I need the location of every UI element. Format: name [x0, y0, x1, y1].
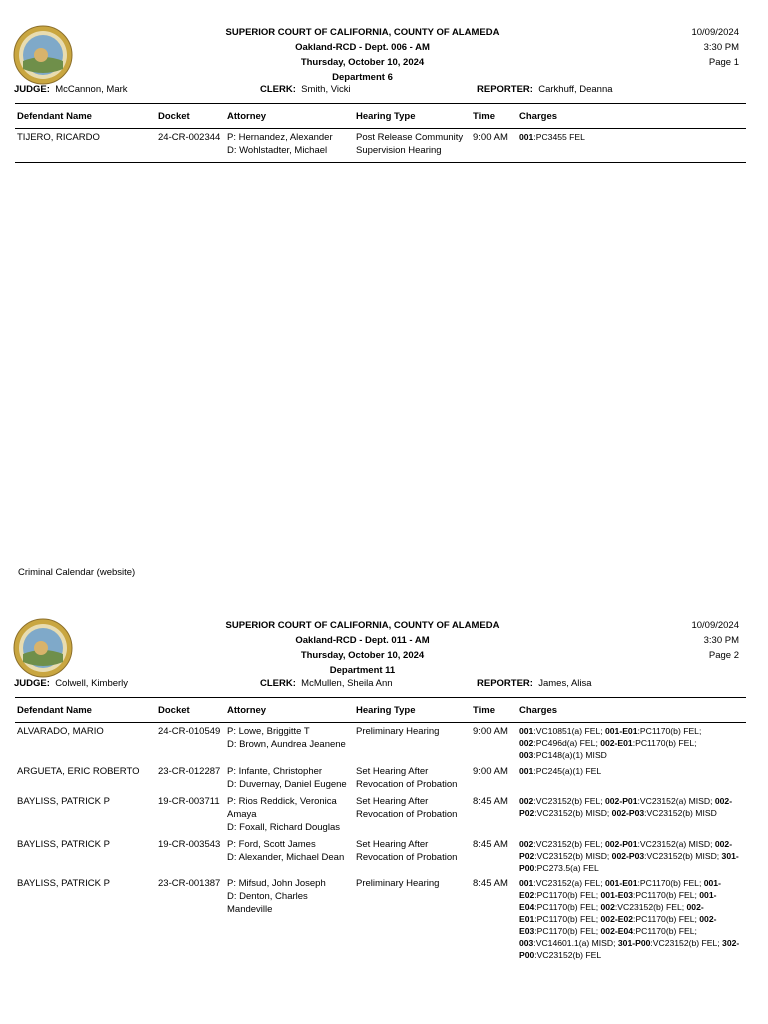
charge-count: 001-E04 [519, 890, 717, 912]
attorney [227, 725, 346, 751]
prosecutor: P: Ford, Scott James [227, 839, 316, 850]
charges [519, 877, 745, 961]
hearing-type-line: Set Hearing After [356, 796, 429, 807]
charge-count: 001-E01 [605, 878, 638, 888]
charge-code: :PC1170(b) FEL; [632, 738, 697, 748]
prosecutor: P: Rios Reddick, Veronica [227, 796, 337, 807]
charge-count: 001-E02 [519, 878, 721, 900]
prosecutor-continued: Amaya [227, 809, 257, 820]
charge-count: 003 [519, 938, 534, 948]
judge-value: Colwell, Kimberly [55, 678, 129, 689]
defense-attorney: D: Denton, Charles [227, 891, 308, 902]
charge-code: :VC10851(a) FEL; [533, 726, 605, 736]
charge-count: 001 [519, 726, 534, 736]
charge-count: 002-P01 [605, 796, 638, 806]
charge-count: 002-P03 [611, 808, 645, 818]
page-number: Page 2 [708, 650, 739, 661]
defense-attorney: D: Alexander, Michael Dean [227, 852, 345, 863]
print-date: 10/09/2024 [691, 27, 739, 38]
defendant-name: BAYLISS, PATRICK P [17, 878, 110, 889]
charge-code: :VC14601.1(a) MISD; [533, 938, 618, 948]
charge-code: :PC1170(b) FEL; [633, 890, 700, 900]
charge-code: :VC23152(b) MISD; [644, 851, 722, 861]
header-rule-bottom [15, 722, 746, 723]
charge-count: 002 [519, 839, 534, 849]
prosecutor: P: Lowe, Briggitte T [227, 726, 310, 737]
attorney [227, 131, 333, 157]
hearing-type-line: Set Hearing After [356, 839, 429, 850]
header-rule-top [15, 103, 746, 104]
hearing-time: 9:00 AM [473, 726, 508, 737]
court-seal-icon [13, 25, 73, 85]
charges [519, 131, 745, 143]
hearing-type [356, 765, 457, 791]
department-name: Department 6 [332, 72, 393, 83]
prosecutor: P: Hernandez, Alexander [227, 132, 333, 143]
col-header-time: Time [473, 111, 496, 122]
hearing-time: 8:45 AM [473, 796, 508, 807]
defendant-name: BAYLISS, PATRICK P [17, 839, 110, 850]
charge-code: :VC23152(b) MISD; [534, 808, 612, 818]
charge-code: :PC1170(b) FEL; [633, 926, 697, 936]
page-header [200, 618, 525, 678]
charge-code: :PC1170(b) FEL; [534, 914, 601, 924]
print-time: 3:30 PM [703, 42, 739, 53]
charge-count: 002-P01 [605, 839, 638, 849]
charges [519, 765, 745, 777]
defendant-name: ALVARADO, MARIO [17, 726, 104, 737]
calendar-date: Thursday, October 10, 2024 [300, 57, 425, 68]
hearing-type-line: Revocation of Probation [356, 809, 458, 820]
col-header-docket: Docket [158, 111, 190, 122]
charge-code: :PC1170(b) FEL; [633, 914, 700, 924]
docket-number: 23-CR-001387 [158, 878, 221, 889]
judge [14, 84, 128, 95]
clerk-value: Smith, Vicki [301, 84, 351, 95]
col-header-attorney: Attorney [227, 705, 267, 716]
charge-code: :VC23152(a) FEL; [533, 878, 605, 888]
hearing-type-line: Preliminary Hearing [356, 878, 440, 889]
col-header-name: Defendant Name [17, 111, 92, 122]
hearing-type-line: Revocation of Probation [356, 779, 458, 790]
col-header-charges: Charges [519, 705, 558, 716]
charge-count: 301-P00 [617, 938, 651, 948]
defense-attorney: D: Brown, Aundrea Jeanene [227, 739, 346, 750]
judge-label: JUDGE: [14, 678, 50, 689]
charge-count: 002-P03 [611, 851, 645, 861]
attorney [227, 838, 344, 864]
charge-code: :VC23152(b) FEL; [533, 796, 605, 806]
hearing-type [356, 838, 457, 864]
reporter-value: Carkhuff, Deanna [538, 84, 613, 95]
charge-code: :VC23152(b) FEL; [533, 839, 605, 849]
defense-attorney: D: Duvernay, Daniel Eugene [227, 779, 347, 790]
charge-count: 002-E03 [519, 914, 717, 936]
header-rule-top [15, 697, 746, 698]
hearing-type [356, 877, 439, 890]
reporter [477, 84, 613, 95]
charge-count: 002 [519, 796, 534, 806]
col-header-charges: Charges [519, 111, 558, 122]
charge-code: :PC1170(b) FEL; [637, 726, 702, 736]
charge-count: 302-P00 [519, 938, 740, 960]
charge-code: :VC23152(a) MISD; [637, 796, 715, 806]
hearing-type [356, 725, 439, 738]
hearing-time: 9:00 AM [473, 132, 508, 143]
charges [519, 838, 745, 874]
page-header [200, 25, 525, 85]
charge-code: :PC3455 FEL [533, 132, 585, 142]
charge-code: :VC23152(a) MISD; [637, 839, 715, 849]
defendant-name: TIJERO, RICARDO [17, 132, 100, 143]
reporter [477, 678, 592, 689]
hearing-type-line: Supervision Hearing [356, 145, 442, 156]
charge-code: :PC1170(b) FEL; [534, 926, 601, 936]
hearing-type-line: Post Release Community [356, 132, 464, 143]
col-header-hearing: Hearing Type [356, 111, 416, 122]
clerk-label: CLERK: [260, 678, 296, 689]
charge-count: 002 [519, 738, 534, 748]
header-rule-bottom [15, 128, 746, 129]
charge-code: :VC23152(b) FEL; [650, 938, 723, 948]
col-header-attorney: Attorney [227, 111, 267, 122]
defense-attorney-continued: Mandeville [227, 904, 273, 915]
docket-number: 24-CR-002344 [158, 132, 221, 143]
department-name: Department 11 [329, 665, 396, 676]
hearing-time: 9:00 AM [473, 766, 508, 777]
charges [519, 725, 745, 761]
prosecutor: P: Infante, Christopher [227, 766, 323, 777]
charge-count: 002-E01 [600, 738, 633, 748]
defense-attorney: D: Wohlstadter, Michael [227, 145, 328, 156]
hearing-type [356, 131, 463, 157]
charge-count: 001 [519, 132, 534, 142]
defendant-name: BAYLISS, PATRICK P [17, 796, 110, 807]
charge-count: 002-E02 [600, 914, 634, 924]
reporter-label: REPORTER: [477, 84, 533, 95]
print-info [691, 25, 739, 70]
calendar-page-2 [0, 600, 768, 1024]
charge-count: 001 [519, 878, 534, 888]
charge-count: 002-P02 [519, 839, 733, 861]
docket-number: 19-CR-003543 [158, 839, 221, 850]
clerk [260, 84, 351, 95]
charge-code: :PC273.5(a) FEL [534, 863, 599, 873]
charge-count: 002-E04 [600, 926, 634, 936]
charge-code: :PC245(a)(1) FEL [533, 766, 602, 776]
reporter-label: REPORTER: [477, 678, 533, 689]
court-seal-icon [13, 618, 73, 678]
charge-code: :PC1170(b) FEL; [534, 890, 601, 900]
col-header-time: Time [473, 705, 496, 716]
charge-code: :PC148(a)(1) MISD [533, 750, 607, 760]
court-name: SUPERIOR COURT OF CALIFORNIA, COUNTY OF ALAMEDA [225, 620, 500, 631]
hearing-type-line: Preliminary Hearing [356, 726, 440, 737]
print-info [691, 618, 739, 663]
attorney [227, 765, 347, 791]
charge-count: 001 [519, 766, 534, 776]
charge-code: :VC23152(b) MISD [644, 808, 717, 818]
clerk-value: McMullen, Sheila Ann [301, 678, 393, 689]
charge-code: :VC23152(b) MISD; [534, 851, 612, 861]
judge [14, 678, 128, 689]
hearing-time: 8:45 AM [473, 839, 508, 850]
docket-number: 23-CR-012287 [158, 766, 221, 777]
hearing-type-line: Revocation of Probation [356, 852, 458, 863]
print-date: 10/09/2024 [691, 620, 739, 631]
charge-count: 001-E01 [605, 726, 638, 736]
print-time: 3:30 PM [703, 635, 739, 646]
charge-code: :PC1170(b) FEL; [534, 902, 601, 912]
reporter-value: James, Alisa [538, 678, 592, 689]
charge-code: :VC23152(b) FEL [534, 950, 602, 960]
dept-line: Oakland-RCD - Dept. 011 - AM [295, 635, 430, 646]
charge-count: 002-E01 [519, 902, 704, 924]
docket-number: 19-CR-003711 [158, 796, 220, 807]
clerk [260, 678, 393, 689]
page-footer: Criminal Calendar (website) [18, 567, 136, 578]
staff-row [0, 84, 768, 98]
charge-count: 003 [519, 750, 534, 760]
defense-attorney: D: Foxall, Richard Douglas [227, 822, 340, 833]
hearing-type-line: Set Hearing After [356, 766, 429, 777]
charge-code: :PC496d(a) FEL; [533, 738, 601, 748]
judge-value: McCannon, Mark [55, 84, 128, 95]
charge-count: 002-P02 [519, 796, 733, 818]
col-header-name: Defendant Name [17, 705, 92, 716]
charge-code: :PC1170(b) FEL; [637, 878, 704, 888]
col-header-hearing: Hearing Type [356, 705, 416, 716]
court-name: SUPERIOR COURT OF CALIFORNIA, COUNTY OF ALAMEDA [225, 27, 500, 38]
docket-number: 24-CR-010549 [158, 726, 221, 737]
calendar-date: Thursday, October 10, 2024 [300, 650, 425, 661]
page-number: Page 1 [708, 57, 739, 68]
hearing-type [356, 795, 457, 821]
prosecutor: P: Mifsud, John Joseph [227, 878, 326, 889]
clerk-label: CLERK: [260, 84, 296, 95]
attorney [227, 877, 326, 916]
dept-line: Oakland-RCD - Dept. 006 - AM [295, 42, 430, 53]
table-end-rule [15, 162, 746, 163]
charge-count: 001-E03 [600, 890, 634, 900]
hearing-time: 8:45 AM [473, 878, 508, 889]
defendant-name: ARGUETA, ERIC ROBERTO [17, 766, 140, 777]
charge-code: :VC23152(b) FEL; [614, 902, 687, 912]
charge-count: 002 [600, 902, 615, 912]
charges [519, 795, 745, 819]
staff-row [0, 678, 768, 692]
attorney [227, 795, 340, 834]
col-header-docket: Docket [158, 705, 190, 716]
judge-label: JUDGE: [14, 84, 50, 95]
charge-count: 301-P00 [519, 851, 739, 873]
